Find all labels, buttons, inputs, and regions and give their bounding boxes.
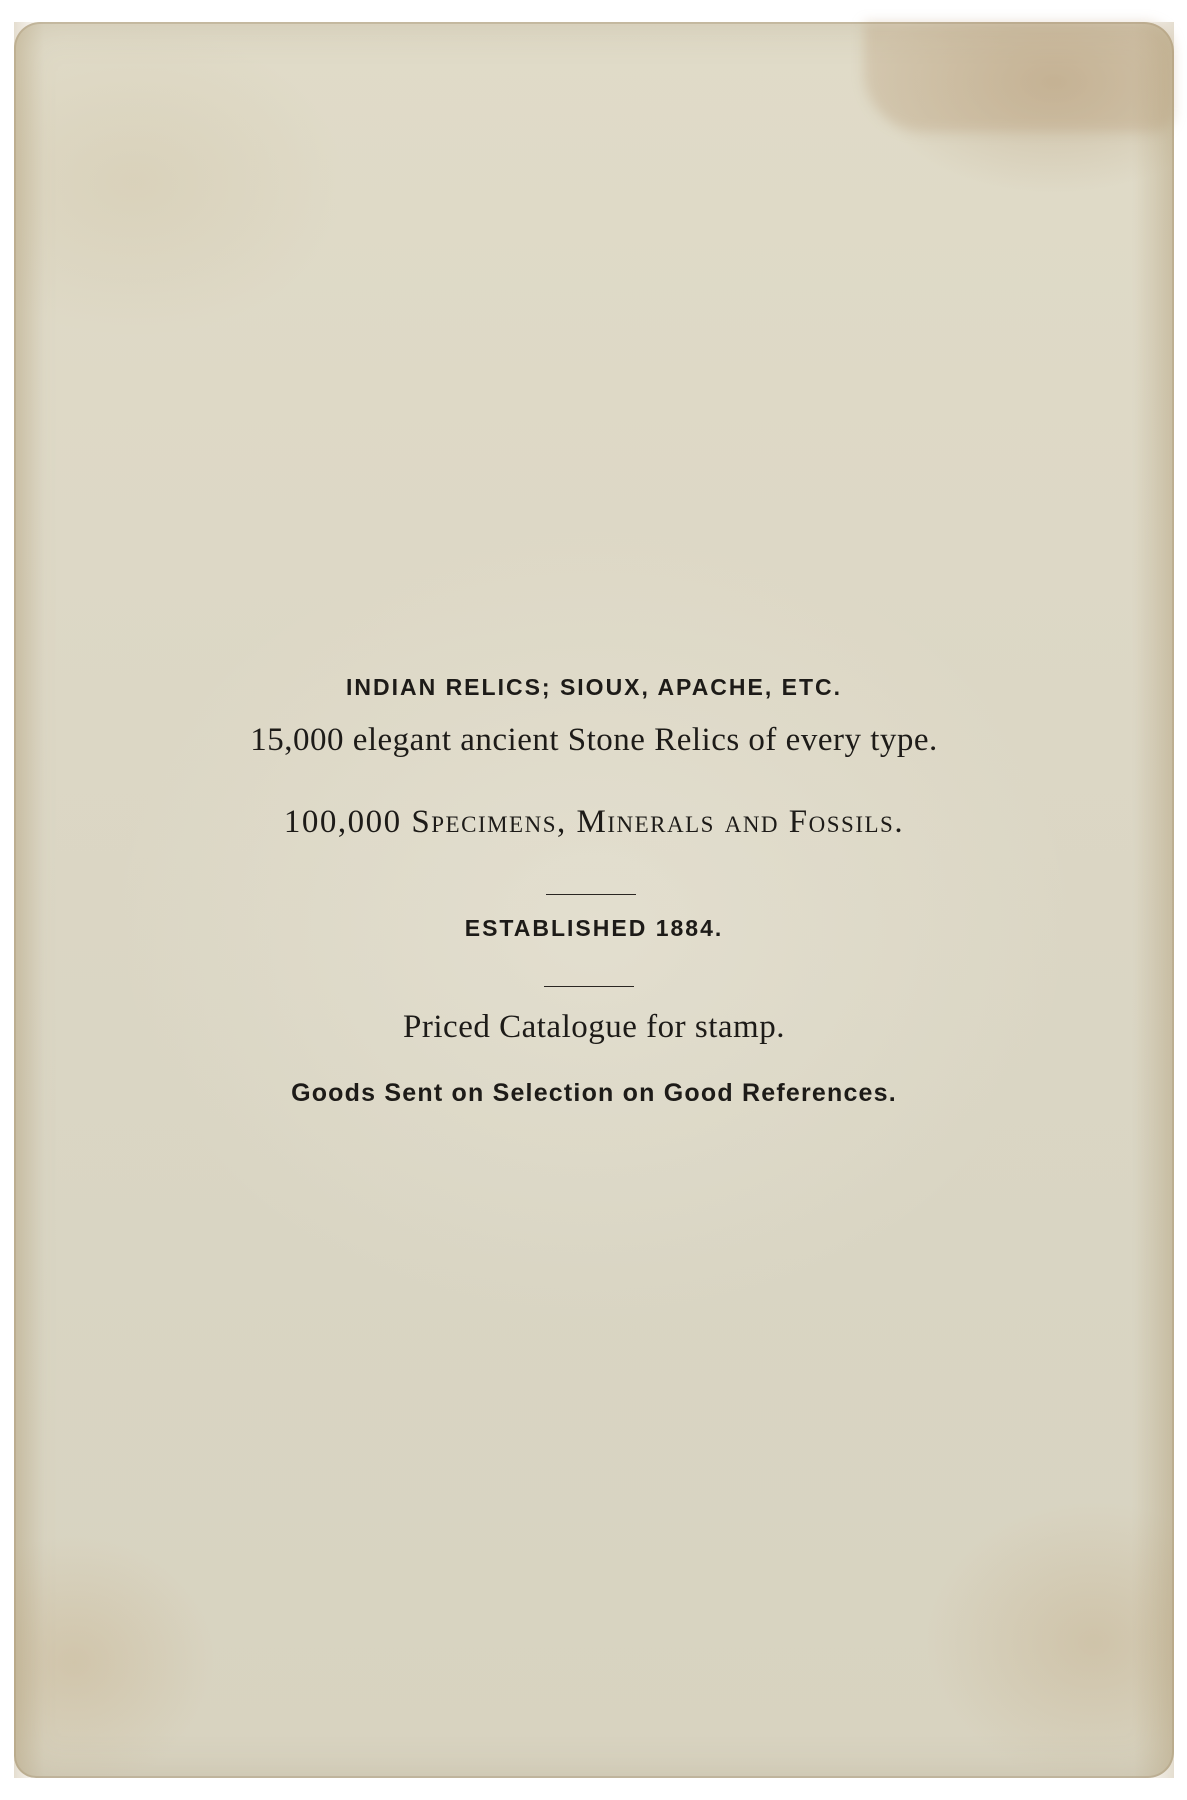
divider-rule-2	[544, 986, 634, 987]
line-specimens: 100,000 Specimens, Minerals and Fossils.	[283, 804, 905, 840]
established-line: ESTABLISHED 1884.	[464, 915, 724, 941]
heading-indian-relics: INDIAN RELICS; SIOUX, APACHE, ETC.	[345, 674, 843, 700]
card-text-block	[14, 22, 1174, 1778]
line-stone-relics: 15,000 elegant ancient Stone Relics of every type.	[250, 722, 938, 758]
priced-catalogue-line: Priced Catalogue for stamp.	[403, 1009, 785, 1045]
cabinet-card-back	[14, 22, 1174, 1778]
divider-rule-1	[546, 894, 636, 895]
goods-sent-line: Goods Sent on Selection on Good References.	[291, 1079, 897, 1107]
